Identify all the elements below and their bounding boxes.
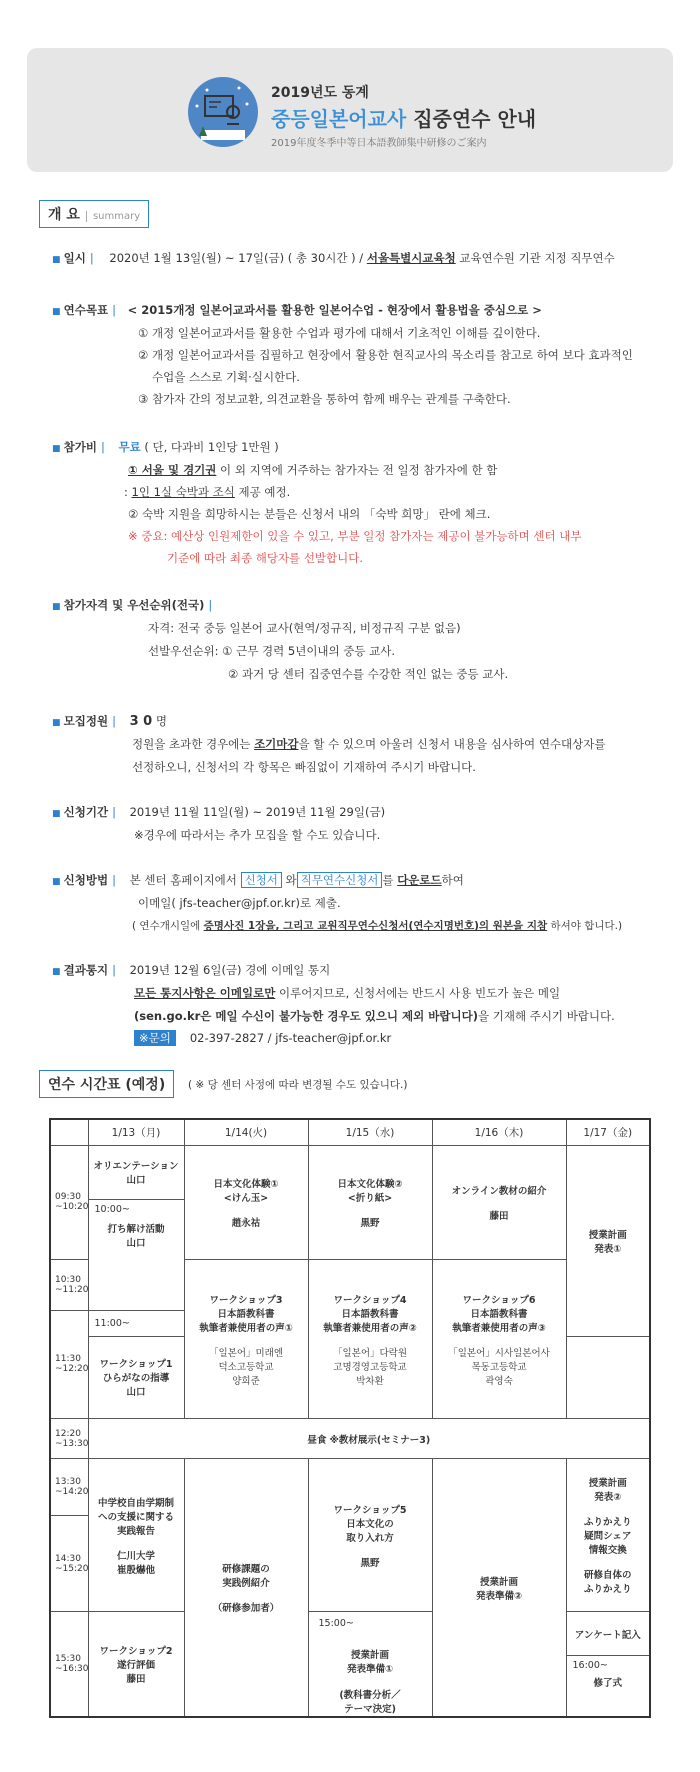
schedule-cell	[88, 1310, 184, 1336]
cell-time: 15:00~	[318, 1618, 354, 1630]
header-banner	[27, 48, 673, 172]
schedule-table	[49, 1118, 651, 1718]
fee-free: 무료	[118, 440, 141, 454]
result-line-2-rest: 이루어지므로, 신청서에는 반드시 사용 빈도가 높은 메일	[275, 986, 561, 1000]
header-title-rest: 집중연수 안내	[406, 107, 537, 131]
qual-row: ■ 참가자격 및 우선순위(전국) |	[52, 597, 216, 613]
overview-title: 개 요	[48, 207, 80, 223]
goal-item-1: ① 개정 일본어교과서를 활용한 수업과 평가에 대해서 기초적인 이해를 깊이한다.	[138, 326, 541, 340]
fee-row: ■ 참가비 | 무료 ( 단, 다과비 1인당 1만원 )	[52, 439, 279, 455]
classroom-logo-icon	[187, 76, 259, 148]
qual-line-2: 선발우선순위: ① 근무 경력 5년이내의 중등 교사.	[148, 644, 396, 658]
time-label: 10:30 ~11:20	[55, 1274, 89, 1295]
cell-presenter: 黒野	[360, 1557, 380, 1569]
schedule-cell	[432, 1260, 566, 1419]
date-rest: 교육연수원 기관 지정 직무연수	[455, 251, 615, 265]
schedule-section-title	[39, 1070, 174, 1098]
method-line-3-b: 증명사진 1장을, 그리고 교원직무연수신청서(연수지명번호)의 원본을 지참	[203, 920, 548, 932]
method-and: 와	[281, 873, 297, 887]
cell-note: (教科書分析／ テーマ決定)	[339, 1690, 401, 1716]
schedule-cell	[566, 1656, 650, 1717]
cell-text: ワークショップ4 日本語教科書 執筆者兼使用者の声②	[323, 1294, 417, 1334]
schedule-cell	[308, 1145, 432, 1260]
capacity-line-1	[132, 736, 605, 752]
date-row: ■ 일시 | 2020년 1월 13일(월) ~ 17일(금) ( 총 30시간 ) / 서울특별시교육청 교육연수원 기관 지정 직무연수	[52, 250, 615, 266]
qual-line-3: ② 과거 당 센터 집중연수를 수강한 적인 없는 중등 교사.	[228, 667, 509, 681]
cell-text: ワークショップ5 日本文化の 取り入れ方	[333, 1504, 407, 1544]
lunch-cell	[88, 1419, 650, 1459]
day-header: 1/16（木)	[432, 1119, 566, 1145]
capacity-line-2: 선정하오니, 신청서의 각 항목은 빠짐없이 기재하여 주시기 바랍니다.	[132, 760, 476, 774]
time-label: 15:30 ~16:30	[55, 1654, 89, 1675]
cell-presenter: 「일본어」미래엔 덕소고등학교 양희준	[208, 1347, 284, 1387]
fee-lodging: 1인 1실 숙박과 조식	[131, 485, 235, 499]
capacity-label: ■ 모집정원	[52, 714, 108, 728]
schedule-cell	[88, 1199, 184, 1310]
method-download: 다운로드	[397, 873, 442, 887]
cell-presenter: 仁川大学 崔殷爀他	[116, 1550, 155, 1576]
schedule-cell	[184, 1145, 308, 1260]
result-line-2	[134, 985, 560, 1001]
capacity-row: ■ 모집정원 | 3 0 명	[52, 713, 167, 729]
fee-region: ① 서울 및 경기권	[128, 463, 217, 477]
schedule-cell	[566, 1612, 650, 1656]
time-cell	[50, 1260, 88, 1310]
capacity-unit: 명	[152, 714, 167, 728]
cell-text: 日本文化体験① <けん玉>	[213, 1178, 279, 1204]
date-text: 2020년 1월 13일(월) ~ 17일(금) ( 총 30시간 ) /	[109, 251, 364, 265]
schedule-cell	[88, 1612, 184, 1717]
method-line-3-a: ( 연수개시일에	[132, 920, 204, 932]
time-label: 14:30 ~15:20	[55, 1553, 89, 1574]
result-line-3	[134, 1008, 615, 1024]
time-label: 12:20 ~13:30	[55, 1428, 89, 1449]
cell-text: 打ち解け活動 山口	[107, 1223, 165, 1249]
cell-text: ワークショップ6 日本語教科書 執筆者兼使用者の声③	[452, 1294, 546, 1334]
cell-time: 16:00~	[572, 1660, 608, 1672]
method-line-1-a: 본 센터 홈페이지에서	[129, 873, 241, 887]
fee-colon: :	[124, 485, 132, 499]
capacity-line-1-a: 정원을 초과한 경우에는	[132, 737, 255, 751]
time-cell	[50, 1419, 88, 1459]
qual-label: ■ 참가자격 및 우선순위(전국)	[52, 598, 204, 612]
method-line-3-c: 하셔야 합니다.)	[547, 920, 623, 932]
time-cell	[50, 1459, 88, 1515]
capacity-number: 3 0	[129, 714, 153, 729]
capacity-early-close: 조기마감	[254, 737, 299, 751]
cell-text: オリエンテーション 山口	[93, 1161, 179, 1187]
fee-warning-2: 기준에 따라 최종 해당자를 선발합니다.	[167, 551, 364, 565]
cell-presenter: （研修参加者）	[212, 1603, 280, 1615]
training-form-link[interactable]: 직무연수신청서	[297, 872, 383, 888]
schedule-note: ( ※ 당 센터 사정에 따라 변경될 수도 있습니다.)	[188, 1079, 408, 1091]
cell-time: 10:00~	[94, 1203, 130, 1215]
fee-line-1	[128, 462, 497, 478]
period-note: ※경우에 따라서는 추가 모집을 할 수도 있습니다.	[134, 828, 381, 842]
capacity-line-1-c: 을 할 수 있으며 아울러 신청서 내용을 심사하여 연수대상자를	[298, 737, 606, 751]
cell-text: ワークショップ2 遂行評価 藤田	[99, 1646, 173, 1686]
day-header: 1/13（月)	[88, 1119, 184, 1145]
method-label: ■ 신청방법	[52, 873, 108, 887]
time-cell	[50, 1145, 88, 1260]
cell-text: 昼食 ※教材展示(セミナー3)	[307, 1434, 431, 1446]
cell-text: ワークショップ1 ひらがなの指導 山口	[99, 1359, 173, 1399]
day-header: 1/15（水)	[308, 1119, 432, 1145]
goal-label: ■ 연수목표	[52, 303, 108, 317]
schedule-cell	[184, 1260, 308, 1419]
header-title-accent: 중등일본어교사	[271, 107, 407, 131]
day-header: 1/17（金)	[566, 1119, 650, 1145]
fee-free-note: ( 단, 다과비 1인당 1만원 )	[140, 440, 279, 454]
time-cell	[50, 1310, 88, 1419]
schedule-cell	[432, 1459, 566, 1717]
cell-text: オンライン教材の紹介	[451, 1185, 547, 1197]
goal-item-2b: 수업을 스스로 기획·실시한다.	[152, 370, 300, 384]
fee-warning-1: ※ 중요: 예산상 인원제한이 있을 수 있고, 부분 일정 참가자는 제공이 불가능하며 센터 내부	[128, 529, 582, 543]
contact-info: 02-397-2827 / jfs-teacher@jpf.or.kr	[189, 1031, 392, 1045]
cell-text: ワークショップ3 日本語教科書 執筆者兼使用者の声①	[199, 1294, 293, 1334]
cell-text: 授業計画 発表準備①	[346, 1650, 394, 1676]
schedule-cell	[88, 1336, 184, 1418]
method-line-1-g: 하여	[441, 873, 464, 887]
result-line-1: 2019년 12월 6일(금) 경에 이메일 통지	[129, 963, 331, 977]
goal-item-2: ② 개정 일본어교과서를 집필하고 현장에서 활용한 현직교사의 목소리를 참고로 하여 보다 효과적인	[138, 348, 633, 362]
schedule-cell	[432, 1145, 566, 1260]
time-label: 09:30 ~10:20	[55, 1192, 89, 1213]
cell-text: アンケート記入	[574, 1629, 641, 1641]
schedule-cell	[308, 1459, 432, 1612]
overview-section-title	[39, 200, 149, 228]
schedule-title: 연수 시간표 (예정)	[48, 1077, 166, 1093]
schedule-cell	[308, 1260, 432, 1419]
result-row: ■ 결과통지 | 2019년 12월 6일(금) 경에 이메일 통지	[52, 962, 330, 978]
header-subtitle-jp: 2019年度冬季中等日本語教師集中研修のご案内	[271, 138, 487, 149]
header-title	[271, 103, 536, 132]
period-label: ■ 신청기간	[52, 805, 108, 819]
method-row: ■ 신청방법 | 본 센터 홈페이지에서 신청서 와 직무연수신청서 를 다운로드하여	[52, 872, 464, 888]
result-line-3-b: 을 기재해 주시기 바랍니다.	[477, 1009, 615, 1023]
goal-row: ■ 연수목표 | < 2015개정 일본어교과서를 활용한 일본어수업 - 현장에서 활용법을 중심으로 >	[52, 302, 542, 318]
time-label: 13:30 ~14:20	[55, 1477, 89, 1498]
cell-text: 授業計画 発表①	[588, 1229, 627, 1255]
method-line-2: 이메일( jfs-teacher@jpf.or.kr)로 제출.	[138, 896, 341, 910]
contact-line	[134, 1030, 391, 1046]
cell-text: 修了式	[593, 1678, 622, 1690]
schedule-cell	[566, 1459, 650, 1612]
goal-headline: < 2015개정 일본어교과서를 활용한 일본어수업 - 현장에서 활용법을 중심으로 >	[127, 303, 542, 317]
schedule-cell	[184, 1459, 308, 1717]
date-org: 서울특별시교육청	[366, 251, 456, 265]
schedule-cell	[88, 1459, 184, 1612]
method-line-1-e: 를	[382, 873, 398, 887]
application-form-link[interactable]: 신청서	[241, 872, 282, 888]
fee-line-2-rest: 제공 예정.	[234, 485, 291, 499]
header-year: 2019년도 동계	[271, 85, 369, 101]
schedule-cell	[566, 1145, 650, 1336]
cell-text: 授業計画 発表準備②	[475, 1576, 523, 1602]
schedule-cell	[308, 1612, 432, 1717]
fee-line-1-rest: 이 외 지역에 거주하는 참가자는 전 일정 참가자에 한 함	[216, 463, 498, 477]
period-dates: 2019년 11월 11일(월) ~ 2019년 11월 29일(금)	[129, 805, 386, 819]
result-email-only: 모든 통지사항은 이메일로만	[134, 986, 276, 1000]
cell-presenter: 藤田	[489, 1210, 509, 1222]
method-line-3	[132, 918, 622, 933]
result-label: ■ 결과통지	[52, 963, 108, 977]
cell-time: 11:00~	[94, 1317, 130, 1329]
cell-text: 中学校自由学期制 への支援に関する 実践報告	[97, 1497, 174, 1537]
schedule-cell	[566, 1336, 650, 1418]
goal-item-3: ③ 참가자 간의 정보교환, 의견교환을 통하여 함께 배우는 관계를 구축한다.	[138, 392, 511, 406]
cell-text: 研修課題の 実践例紹介	[222, 1564, 270, 1590]
time-cell	[50, 1515, 88, 1612]
schedule-header-row	[50, 1119, 650, 1145]
fee-line-2	[124, 484, 290, 500]
time-cell	[50, 1612, 88, 1717]
cell-text: 研修自体の ふりかえり	[583, 1570, 632, 1596]
cell-presenter: 黒野	[360, 1217, 380, 1229]
cell-text: 授業計画 発表②	[588, 1478, 627, 1504]
cell-presenter: 「일본어」다락원 고명경영고등학교 박차환	[332, 1347, 408, 1387]
cell-presenter: 趙永祜	[231, 1217, 261, 1229]
corner-cell	[50, 1119, 88, 1145]
day-header: 1/14(火)	[184, 1119, 308, 1145]
result-line-3-a: (sen.go.kr은 메일 수신이 불가능한 경우도 있으니 제외 바랍니다)	[134, 1009, 478, 1023]
contact-label: ※문의	[134, 1030, 176, 1046]
schedule-cell	[88, 1145, 184, 1199]
cell-presenter: 「일본어」시사일본어사 목동고등학교 곽영숙	[448, 1347, 550, 1387]
cell-text: 日本文化体験② <折り紙>	[337, 1178, 403, 1204]
cell-text: ふりかえり 疑問シェア 情報交換	[583, 1517, 632, 1557]
date-label: ■ 일시	[52, 251, 86, 265]
overview-subtitle: summary	[86, 211, 140, 222]
fee-label: ■ 참가비	[52, 440, 97, 454]
time-label: 11:30 ~12:20	[55, 1354, 89, 1375]
qual-line-1: 자격: 전국 중등 일본어 교사(현역/정규직, 비정규직 구분 없음)	[148, 621, 461, 635]
period-row: ■ 신청기간 | 2019년 11월 11일(월) ~ 2019년 11월 29일(금)	[52, 804, 385, 820]
fee-line-3: ② 숙박 지원을 희망하시는 분들은 신청서 내의 「숙박 희망」 란에 체크.	[128, 507, 491, 521]
